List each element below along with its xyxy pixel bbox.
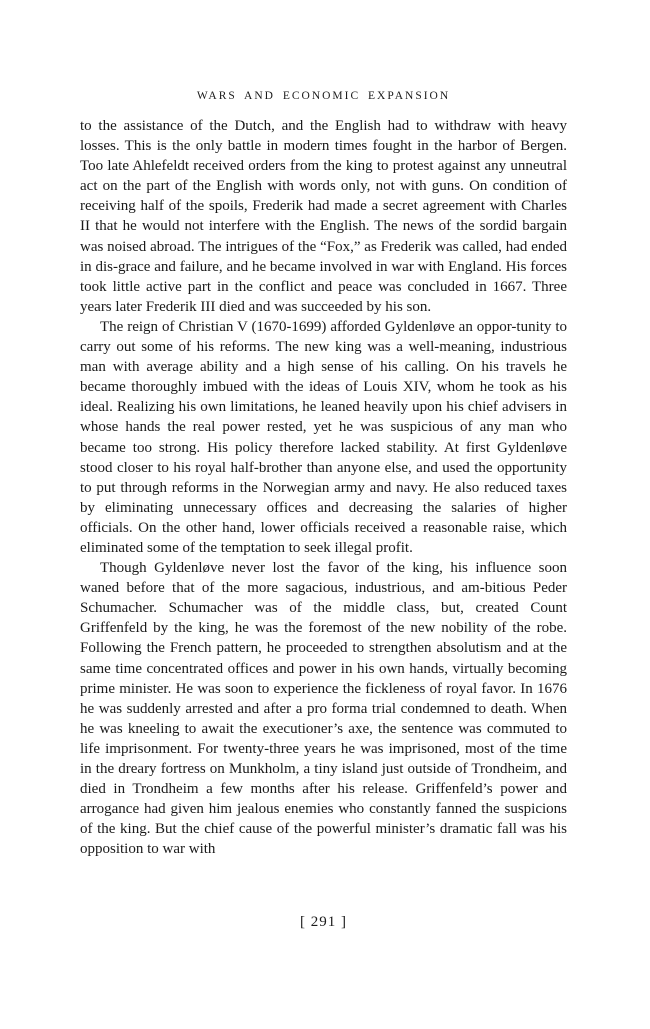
running-title: WARS AND ECONOMIC EXPANSION	[196, 90, 451, 102]
paragraph-griffenfeld: Though Gyldenløve never lost the favor of the king, his influence soon waned before that of the more sagacious, industrious, and am-bitious Peder Schumacher. Schumacher was of the middle class, but, created Count Griffenfeld by the king, he was the foremost of the new nobility of the robe. Following the French pattern, he proceeded to strengthen absolutism and at the same time concentrated offices and power in his own hands, virtually becoming prime minister. He was soon to experience the fickleness of royal favor. In 1676 he was suddenly arrested and after a pro forma trial condemned to death. When he was kneeling to await the executioner’s axe, the sentence was commuted to life imprisonment. For twenty-three years he was imprisoned, most of the time in the dreary fortress on Munkholm, a tiny island just outside of Trondheim, and died in Trondheim a few months after his release. Griffenfeld’s power and arrogance had given him jealous enemies who constantly fanned the suspicions of the king. But the chief cause of the powerful minister’s dramatic fall was his opposition to war with	[80, 560, 567, 858]
body-text	[80, 116, 567, 859]
paragraph-continuation: to the assistance of the Dutch, and the English had to withdraw with heavy losses. This is the only battle in modern times fought in the harbor of Bergen. Too late Ahlefeldt received orders from the king to protest against any unneutral act on the part of the English with words only, not with guns. On condition of receiving half of the spoils, Frederik had made a secret agreement with Charles II that he would not interfere with the English. The news of the sordid bargain was noised abroad. The intrigues of the “Fox,” as Frederik was called, had ended in dis-grace and failure, and he became involved in war with England. His forces took little active part in the conflict and peace was concluded in 1667. Three years later Frederik III died and was succeeded by his son.	[80, 118, 567, 315]
page-number: [ 291 ]	[300, 914, 347, 930]
paragraph-christian-v: The reign of Christian V (1670-1699) afforded Gyldenløve an oppor-tunity to carry out some of his reforms. The new king was a well-meaning, industrious man with average ability and a high sense of his calling. On his travels he became thoroughly imbued with the ideas of Louis XIV, whom he took as his ideal. Realizing his own limitations, he leaned heavily upon his chief advisers in whose hands the real power rested, yet he was suspicious of any man who became too strong. His policy therefore lacked stability. At first Gyldenløve stood closer to his royal half-brother than anyone else, and used the opportunity to put through reforms in the Norwegian army and navy. He also reduced taxes by eliminating unnecessary offices and decreasing the salaries of higher officials. On the other hand, lower officials received a reasonable raise, which eliminated some of the temptation to seek illegal profit.	[80, 318, 567, 556]
